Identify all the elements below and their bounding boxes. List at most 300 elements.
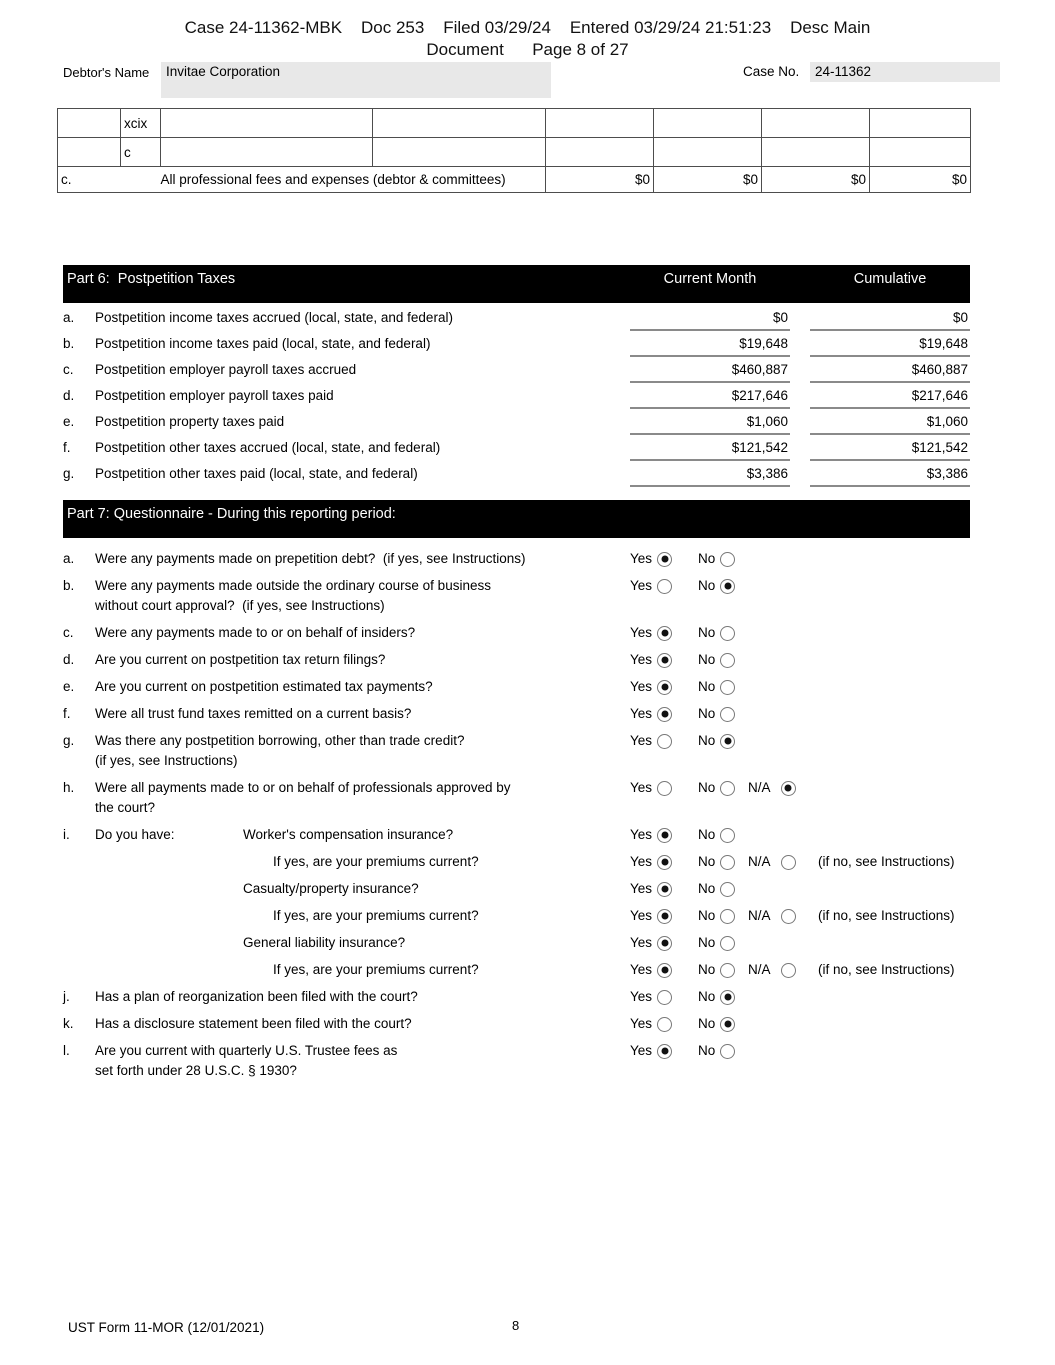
option-label-no: No bbox=[698, 706, 716, 721]
question-line1 bbox=[95, 960, 630, 980]
question-text: Were all payments made to or on behalf of professionals approved by bbox=[95, 780, 511, 795]
amount-cell: $0 bbox=[654, 167, 762, 193]
radio-yes-selected[interactable] bbox=[657, 936, 672, 951]
option-no bbox=[698, 825, 748, 845]
option-label-no: No bbox=[698, 935, 716, 950]
option-yes bbox=[630, 650, 698, 670]
question-row bbox=[63, 677, 1055, 697]
part6-col-cumulative: Cumulative bbox=[853, 271, 927, 287]
tax-row bbox=[63, 310, 970, 336]
option-no bbox=[698, 677, 748, 697]
case-no-value: 24-11362 bbox=[815, 64, 872, 79]
radio-no[interactable] bbox=[720, 1044, 735, 1059]
radio-yes[interactable] bbox=[657, 734, 672, 749]
amount-cell bbox=[654, 138, 762, 167]
question-line1 bbox=[95, 1014, 630, 1034]
tax-current-month-value: $121,542 bbox=[630, 440, 790, 461]
tax-row-label: Postpetition other taxes accrued (local, state, and federal) bbox=[95, 440, 441, 455]
question-options bbox=[630, 960, 955, 980]
question-row bbox=[63, 933, 1055, 953]
question-body bbox=[95, 650, 630, 670]
debtor-name-label: Debtor's Name bbox=[63, 65, 150, 80]
question-options bbox=[630, 623, 748, 643]
question-letter bbox=[63, 906, 95, 926]
option-no bbox=[698, 906, 748, 926]
option-yes bbox=[630, 623, 698, 643]
empty-cell bbox=[58, 109, 121, 138]
option-yes bbox=[630, 677, 698, 697]
option-label-no: No bbox=[698, 1043, 716, 1058]
question-options bbox=[630, 576, 748, 596]
option-na bbox=[748, 852, 810, 872]
radio-no[interactable] bbox=[720, 855, 735, 870]
radio-no[interactable] bbox=[720, 552, 735, 567]
question-row bbox=[63, 576, 1055, 616]
question-letter: j. bbox=[63, 989, 70, 1004]
question-line1 bbox=[95, 576, 630, 596]
radio-na[interactable] bbox=[781, 963, 796, 978]
option-yes bbox=[630, 549, 698, 569]
amount-cell bbox=[546, 109, 654, 138]
option-yes bbox=[630, 1041, 698, 1061]
radio-no[interactable] bbox=[720, 882, 735, 897]
tax-row bbox=[63, 388, 970, 414]
option-label-no: No bbox=[698, 679, 716, 694]
question-text: If yes, are your premiums current? bbox=[273, 908, 479, 923]
tax-row bbox=[63, 362, 970, 388]
question-body bbox=[95, 1014, 630, 1034]
question-text: Were all trust fund taxes remitted on a current basis? bbox=[95, 706, 412, 721]
question-row bbox=[63, 623, 1055, 643]
question-options bbox=[630, 1041, 748, 1061]
row-label-cell: c bbox=[121, 138, 161, 167]
option-no bbox=[698, 576, 748, 596]
radio-yes[interactable] bbox=[657, 579, 672, 594]
option-label-no: No bbox=[698, 881, 716, 896]
option-label-na: N/A bbox=[748, 962, 771, 977]
question-row bbox=[63, 825, 1055, 845]
question-row bbox=[63, 650, 1055, 670]
question-line1 bbox=[95, 650, 630, 670]
option-no bbox=[698, 650, 748, 670]
question-row bbox=[63, 852, 1055, 872]
question-line1 bbox=[95, 778, 630, 798]
question-letter: i. bbox=[63, 827, 70, 842]
option-note: (if no, see Instructions) bbox=[818, 854, 955, 869]
question-letter bbox=[63, 933, 95, 953]
question-body bbox=[95, 677, 630, 697]
question-body bbox=[95, 549, 630, 569]
option-label-no: No bbox=[698, 854, 716, 869]
case-no-label: Case No. bbox=[743, 64, 800, 79]
tax-row-label: Postpetition income taxes accrued (local, state, and federal) bbox=[95, 310, 453, 325]
question-row bbox=[63, 1041, 1055, 1081]
radio-no-selected[interactable] bbox=[720, 1017, 735, 1032]
radio-yes-selected[interactable] bbox=[657, 882, 672, 897]
question-text: Were any payments made outside the ordinary course of business bbox=[95, 578, 491, 593]
option-label-no: No bbox=[698, 625, 716, 640]
empty-cell bbox=[58, 138, 121, 167]
option-na bbox=[748, 906, 810, 926]
radio-yes-selected[interactable] bbox=[657, 707, 672, 722]
question-row bbox=[63, 906, 1055, 926]
radio-yes[interactable] bbox=[657, 781, 672, 796]
radio-no[interactable] bbox=[720, 828, 735, 843]
question-letter bbox=[63, 852, 95, 872]
option-label-yes: Yes bbox=[630, 1043, 653, 1058]
question-letter bbox=[63, 960, 95, 980]
radio-yes-selected[interactable] bbox=[657, 552, 672, 567]
question-text: General liability insurance? bbox=[243, 935, 406, 950]
option-no bbox=[698, 852, 748, 872]
amount-cell: $0 bbox=[546, 167, 654, 193]
option-label-yes: Yes bbox=[630, 854, 653, 869]
question-options bbox=[630, 677, 748, 697]
question-line1 bbox=[95, 879, 630, 899]
question-row bbox=[63, 879, 1055, 899]
radio-no[interactable] bbox=[720, 936, 735, 951]
tax-current-month-value: $1,060 bbox=[630, 414, 790, 435]
option-label-yes: Yes bbox=[630, 706, 653, 721]
radio-no[interactable] bbox=[720, 963, 735, 978]
question-body bbox=[95, 852, 630, 872]
question-text-line2: set forth under 28 U.S.C. § 1930? bbox=[95, 1063, 297, 1078]
amount-cell bbox=[762, 138, 870, 167]
option-yes bbox=[630, 933, 698, 953]
radio-no[interactable] bbox=[720, 680, 735, 695]
option-no bbox=[698, 1014, 748, 1034]
question-body bbox=[95, 731, 630, 771]
option-no bbox=[698, 987, 748, 1007]
radio-yes-selected[interactable] bbox=[657, 855, 672, 870]
question-options bbox=[630, 704, 748, 724]
tax-row-letter: b. bbox=[63, 336, 75, 351]
tax-row-letter: f. bbox=[63, 440, 71, 455]
option-label-yes: Yes bbox=[630, 989, 653, 1004]
option-yes bbox=[630, 852, 698, 872]
question-letter: l. bbox=[63, 1043, 70, 1058]
option-yes bbox=[630, 778, 698, 798]
radio-no[interactable] bbox=[720, 626, 735, 641]
question-body bbox=[95, 879, 630, 899]
part6-col-current-month: Current Month bbox=[663, 271, 757, 287]
question-body bbox=[95, 906, 630, 926]
question-line1 bbox=[95, 1041, 630, 1061]
part7-title: Part 7: Questionnaire - During this reporting period: bbox=[67, 506, 396, 522]
option-label-yes: Yes bbox=[630, 551, 653, 566]
table-row bbox=[58, 109, 971, 138]
option-no bbox=[698, 549, 748, 569]
option-no bbox=[698, 778, 748, 798]
question-text-line2: (if yes, see Instructions) bbox=[95, 753, 238, 768]
question-letter: a. bbox=[63, 551, 75, 566]
radio-na[interactable] bbox=[781, 909, 796, 924]
radio-yes-selected[interactable] bbox=[657, 680, 672, 695]
question-row bbox=[63, 987, 1055, 1007]
row-letter-cell: c. bbox=[58, 167, 121, 193]
option-label-no: No bbox=[698, 827, 716, 842]
question-row bbox=[63, 704, 1055, 724]
option-yes bbox=[630, 879, 698, 899]
question-line1 bbox=[95, 677, 630, 697]
question-body bbox=[95, 623, 630, 643]
option-label-yes: Yes bbox=[630, 827, 653, 842]
question-body bbox=[95, 933, 630, 953]
question-text: Are you current with quarterly U.S. Trustee fees as bbox=[95, 1043, 398, 1058]
tax-cumulative-value: $0 bbox=[810, 310, 970, 331]
option-label-yes: Yes bbox=[630, 881, 653, 896]
option-label-no: No bbox=[698, 908, 716, 923]
debtor-name-value: Invitae Corporation bbox=[166, 64, 281, 79]
radio-yes-selected[interactable] bbox=[657, 1044, 672, 1059]
question-options bbox=[630, 825, 748, 845]
radio-yes[interactable] bbox=[657, 990, 672, 1005]
part7-header-band bbox=[63, 500, 970, 538]
amount-cell bbox=[870, 138, 971, 167]
amount-cell: $0 bbox=[762, 167, 870, 193]
radio-no-selected[interactable] bbox=[720, 579, 735, 594]
option-no bbox=[698, 704, 748, 724]
radio-no[interactable] bbox=[720, 909, 735, 924]
question-letter: e. bbox=[63, 679, 75, 694]
option-yes bbox=[630, 825, 698, 845]
option-yes bbox=[630, 704, 698, 724]
option-label-na: N/A bbox=[748, 780, 771, 795]
radio-no-selected[interactable] bbox=[720, 990, 735, 1005]
question-options bbox=[630, 731, 748, 751]
question-options bbox=[630, 1014, 748, 1034]
question-body bbox=[95, 1041, 630, 1081]
option-label-no: No bbox=[698, 733, 716, 748]
question-line1 bbox=[95, 933, 630, 953]
question-options bbox=[630, 852, 955, 872]
question-letter: f. bbox=[63, 706, 71, 721]
option-label-no: No bbox=[698, 652, 716, 667]
tax-current-month-value: $19,648 bbox=[630, 336, 790, 357]
tax-row-letter: e. bbox=[63, 414, 75, 429]
radio-no[interactable] bbox=[720, 707, 735, 722]
option-label-na: N/A bbox=[748, 854, 771, 869]
question-row bbox=[63, 778, 1055, 818]
amount-cell: $0 bbox=[870, 167, 971, 193]
tax-row bbox=[63, 414, 970, 440]
option-no bbox=[698, 879, 748, 899]
tax-row-letter: d. bbox=[63, 388, 75, 403]
option-label-yes: Yes bbox=[630, 780, 653, 795]
tax-row bbox=[63, 466, 970, 492]
question-text-line2: the court? bbox=[95, 800, 156, 815]
question-line1 bbox=[95, 623, 630, 643]
radio-yes[interactable] bbox=[657, 1017, 672, 1032]
tax-cumulative-value: $121,542 bbox=[810, 440, 970, 461]
option-no bbox=[698, 731, 748, 751]
question-text: Are you current on postpetition tax return filings? bbox=[95, 652, 386, 667]
tax-cumulative-value: $19,648 bbox=[810, 336, 970, 357]
tax-current-month-value: $0 bbox=[630, 310, 790, 331]
option-no bbox=[698, 960, 748, 980]
option-label-yes: Yes bbox=[630, 578, 653, 593]
tax-row-letter: g. bbox=[63, 466, 75, 481]
part7-questionnaire bbox=[63, 549, 1055, 1088]
option-label-yes: Yes bbox=[630, 908, 653, 923]
option-label-yes: Yes bbox=[630, 935, 653, 950]
question-text: If yes, are your premiums current? bbox=[273, 962, 479, 977]
radio-yes-selected[interactable] bbox=[657, 909, 672, 924]
question-text: Has a plan of reorganization been filed with the court? bbox=[95, 989, 418, 1004]
option-yes bbox=[630, 987, 698, 1007]
question-body bbox=[95, 960, 630, 980]
part6-title: Part 6: Postpetition Taxes bbox=[67, 271, 236, 287]
question-line1 bbox=[95, 704, 630, 724]
question-text-line2: without court approval? (if yes, see Instructions) bbox=[95, 598, 385, 613]
option-label-yes: Yes bbox=[630, 679, 653, 694]
professional-fees-table bbox=[57, 108, 971, 193]
question-row bbox=[63, 1014, 1055, 1034]
tax-cumulative-value: $460,887 bbox=[810, 362, 970, 383]
radio-yes-selected[interactable] bbox=[657, 626, 672, 641]
question-line1 bbox=[95, 825, 630, 845]
tax-row-label: Postpetition income taxes paid (local, state, and federal) bbox=[95, 336, 431, 351]
case-stamp-line1: Case 24-11362-MBK Doc 253 Filed 03/29/24 Entered 03/29/24 21:51:23 Desc Main bbox=[184, 18, 871, 37]
amount-cell bbox=[654, 109, 762, 138]
option-label-no: No bbox=[698, 989, 716, 1004]
question-text: Were any payments made to or on behalf of insiders? bbox=[95, 625, 416, 640]
question-letter: g. bbox=[63, 733, 75, 748]
question-options bbox=[630, 879, 748, 899]
row-description-cell: All professional fees and expenses (debtor & committees) bbox=[121, 167, 546, 193]
option-yes bbox=[630, 960, 698, 980]
empty-cell bbox=[161, 138, 373, 167]
radio-yes-selected[interactable] bbox=[657, 653, 672, 668]
option-label-yes: Yes bbox=[630, 652, 653, 667]
question-letter: k. bbox=[63, 1016, 74, 1031]
form-identifier: UST Form 11-MOR (12/01/2021) bbox=[68, 1320, 265, 1335]
question-text: If yes, are your premiums current? bbox=[273, 854, 479, 869]
row-label-cell: xcix bbox=[121, 109, 161, 138]
question-text: Was there any postpetition borrowing, other than trade credit? bbox=[95, 733, 465, 748]
tax-row-label: Postpetition employer payroll taxes paid bbox=[95, 388, 334, 403]
tax-cumulative-value: $3,386 bbox=[810, 466, 970, 487]
radio-no-selected[interactable] bbox=[720, 734, 735, 749]
question-text: Casualty/property insurance? bbox=[243, 881, 419, 896]
option-label-no: No bbox=[698, 578, 716, 593]
option-no bbox=[698, 933, 748, 953]
question-row bbox=[63, 960, 1055, 980]
amount-cell bbox=[546, 138, 654, 167]
option-na bbox=[748, 960, 810, 980]
option-label-no: No bbox=[698, 1016, 716, 1031]
amount-cell bbox=[762, 109, 870, 138]
tax-current-month-value: $460,887 bbox=[630, 362, 790, 383]
radio-yes-selected[interactable] bbox=[657, 828, 672, 843]
tax-cumulative-value: $217,646 bbox=[810, 388, 970, 409]
question-letter: c. bbox=[63, 625, 74, 640]
option-na bbox=[748, 778, 810, 798]
question-line1 bbox=[95, 852, 630, 872]
option-no bbox=[698, 623, 748, 643]
option-label-na: N/A bbox=[748, 908, 771, 923]
question-options bbox=[630, 650, 748, 670]
question-line1 bbox=[95, 731, 630, 751]
tax-row bbox=[63, 336, 970, 362]
question-body bbox=[95, 576, 630, 616]
empty-cell bbox=[373, 138, 546, 167]
question-letter: d. bbox=[63, 652, 75, 667]
tax-row-label: Postpetition property taxes paid bbox=[95, 414, 285, 429]
radio-yes-selected[interactable] bbox=[657, 963, 672, 978]
question-options bbox=[630, 987, 748, 1007]
tax-row-label: Postpetition other taxes paid (local, state, and federal) bbox=[95, 466, 418, 481]
question-options bbox=[630, 906, 955, 926]
radio-no[interactable] bbox=[720, 653, 735, 668]
question-line1 bbox=[95, 906, 630, 926]
radio-na-selected[interactable] bbox=[781, 781, 796, 796]
part6-header-band bbox=[63, 265, 970, 303]
option-label-no: No bbox=[698, 962, 716, 977]
empty-cell bbox=[373, 109, 546, 138]
question-text: Were any payments made on prepetition debt? (if yes, see Instructions) bbox=[95, 551, 526, 566]
tax-row-letter: a. bbox=[63, 310, 75, 325]
option-no bbox=[698, 1041, 748, 1061]
amount-cell bbox=[870, 109, 971, 138]
question-body bbox=[95, 987, 630, 1007]
question-letter bbox=[63, 879, 95, 899]
page-number: 8 bbox=[512, 1318, 520, 1333]
option-label-yes: Yes bbox=[630, 1016, 653, 1031]
radio-no[interactable] bbox=[720, 781, 735, 796]
table-row bbox=[58, 167, 971, 193]
option-yes bbox=[630, 906, 698, 926]
question-prefix: Do you have: bbox=[95, 827, 175, 842]
option-label-yes: Yes bbox=[630, 625, 653, 640]
question-text: Are you current on postpetition estimated tax payments? bbox=[95, 679, 433, 694]
part6-tax-rows bbox=[63, 310, 970, 492]
question-options bbox=[630, 933, 748, 953]
question-body bbox=[95, 778, 630, 818]
empty-cell bbox=[161, 109, 373, 138]
option-label-yes: Yes bbox=[630, 733, 653, 748]
tax-row bbox=[63, 440, 970, 466]
option-yes bbox=[630, 1014, 698, 1034]
option-label-no: No bbox=[698, 551, 716, 566]
question-line1 bbox=[95, 549, 630, 569]
tax-row-letter: c. bbox=[63, 362, 74, 377]
option-yes bbox=[630, 731, 698, 751]
option-label-no: No bbox=[698, 780, 716, 795]
option-note: (if no, see Instructions) bbox=[818, 908, 955, 923]
question-letter: h. bbox=[63, 780, 75, 795]
tax-current-month-value: $3,386 bbox=[630, 466, 790, 487]
question-body bbox=[95, 704, 630, 724]
option-yes bbox=[630, 576, 698, 596]
question-line1 bbox=[95, 987, 630, 1007]
tax-current-month-value: $217,646 bbox=[630, 388, 790, 409]
case-stamp-line2: Document Page 8 of 27 bbox=[426, 40, 629, 59]
question-letter: b. bbox=[63, 578, 75, 593]
question-options bbox=[630, 778, 810, 798]
radio-na[interactable] bbox=[781, 855, 796, 870]
tax-cumulative-value: $1,060 bbox=[810, 414, 970, 435]
tax-row-label: Postpetition employer payroll taxes accrued bbox=[95, 362, 357, 377]
option-label-yes: Yes bbox=[630, 962, 653, 977]
question-options bbox=[630, 549, 748, 569]
question-body bbox=[95, 825, 630, 845]
question-text: Worker's compensation insurance? bbox=[243, 827, 454, 842]
question-text: Has a disclosure statement been filed with the court? bbox=[95, 1016, 412, 1031]
table-row bbox=[58, 138, 971, 167]
question-row bbox=[63, 731, 1055, 771]
option-note: (if no, see Instructions) bbox=[818, 962, 955, 977]
